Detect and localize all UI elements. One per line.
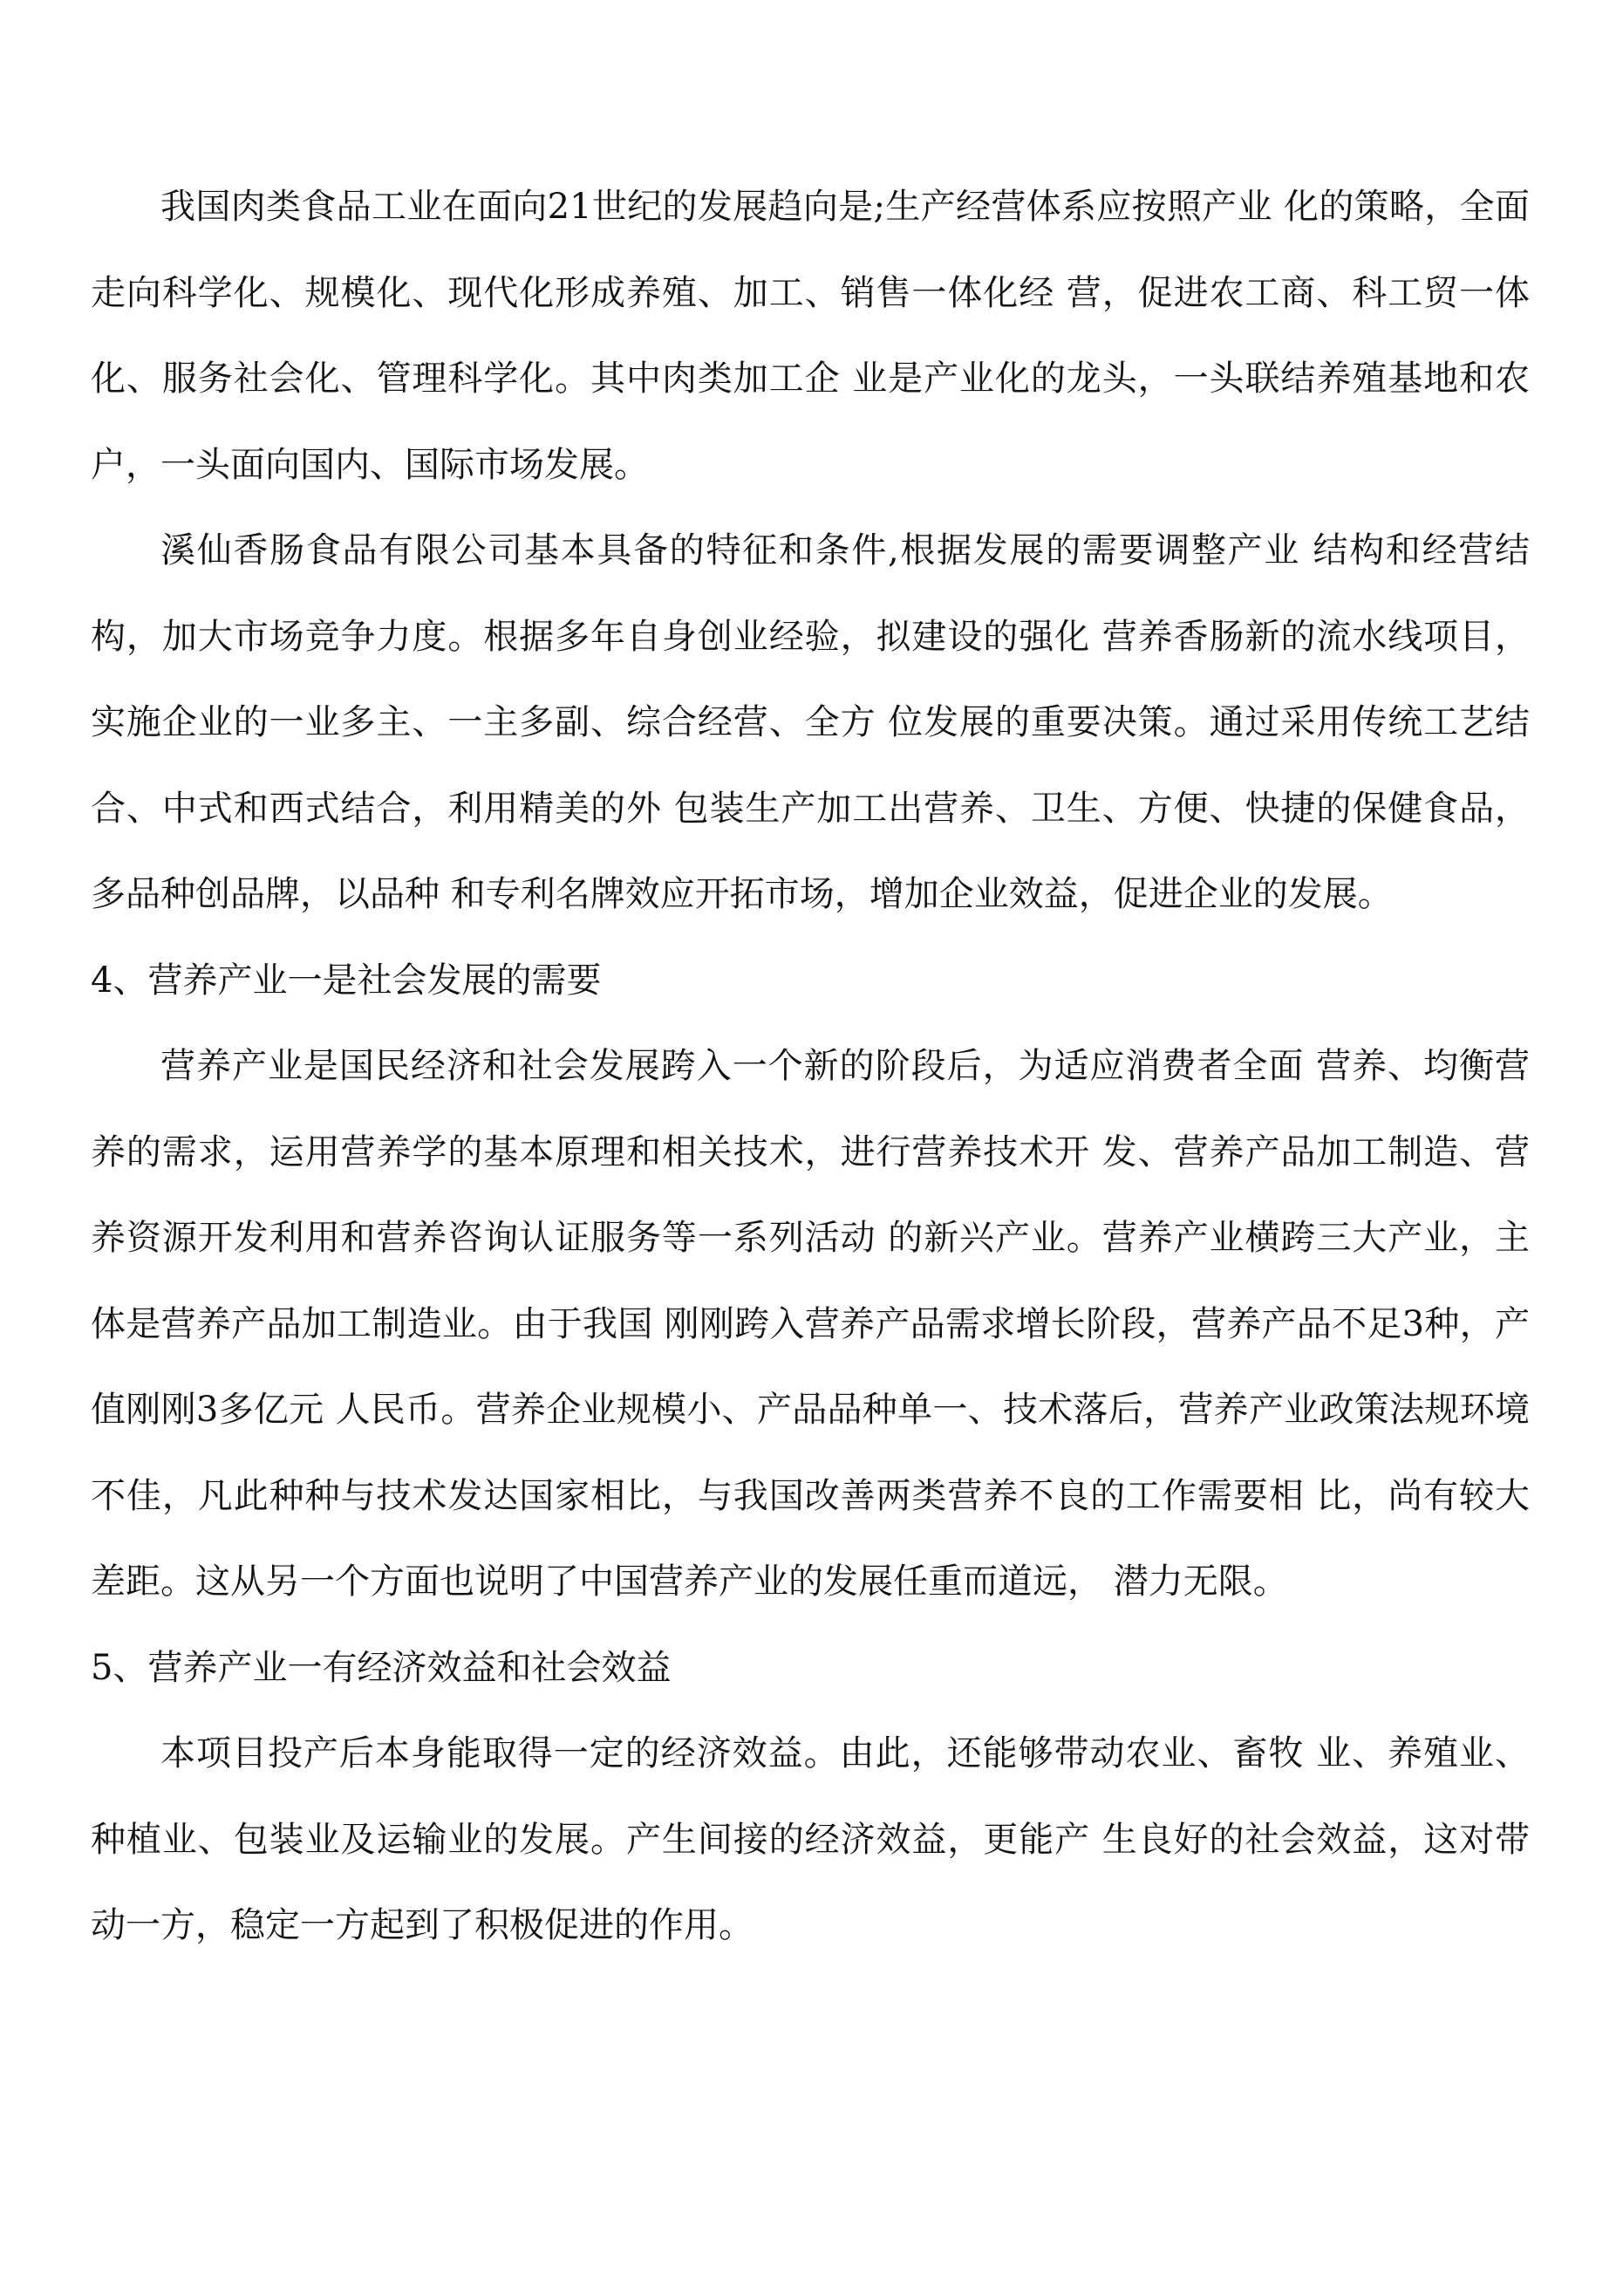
paragraph-benefits: 本项目投产后本身能取得一定的经济效益。由此，还能够带动农业、畜牧 业、养殖业、种植业、包装业及运输业的发展。产生间接的经济效益，更能产 生良好的社会效益，这对带动一方，稳定一方起到了积极促进的作用。 [91,1733,1530,1945]
document-body [91,164,1530,1969]
paragraph-nutrition-industry: 营养产业是国民经济和社会发展跨入一个新的阶段后，为适应消费者全面 营养、均衡营养的需求，运用营养学的基本原理和相关技术，进行营养技术开 发、营养产品加工制造、营养资源开发利用和营养咨询认证服务等一系列活动 的新兴产业。营养产业横跨三大产业，主体是营养产品加工制造业。由于我国 刚刚跨入营养产品需求增长阶段，营养产品不足3种，产值刚刚3多亿元 人民币。营养企业规模小、产品品种单一、技术落后，营养产业政策法规环境 不佳，凡此种种与技术发达国家相比，与我国改善两类营养不良的工作需要相 比，尚有较大差距。这从另一个方面也说明了中国营养产业的发展任重而道远， 潜力无限。 [91,1046,1530,1602]
section-heading-4: 4、营养产业一是社会发展的需要 [91,960,602,1001]
paragraph-meat-industry-trend: 我国肉类食品工业在面向21世纪的发展趋向是;生产经营体系应按照产业 化的策略，全面走向科学化、规模化、现代化形成养殖、加工、销售一体化经 营，促进农工商、科工贸一体化、服务社会化、管理科学化。其中肉类加工企 业是产业化的龙头，一头联结养殖基地和农户，一头面向国内、国际市场发展。 [91,187,1530,485]
section-heading-5: 5、营养产业一有经济效益和社会效益 [91,1647,672,1688]
paragraph-company-strategy: 溪仙香肠食品有限公司基本具备的特征和条件,根据发展的需要调整产业 结构和经营结构，加大市场竞争力度。根据多年自身创业经验，拟建设的强化 营养香肠新的流水线项目，实施企业的一业多主、一主多副、综合经营、全方 位发展的重要决策。通过采用传统工艺结合、中式和西式结合，利用精美的外 包装生产加工出营养、卫生、方便、快捷的保健食品，多品种创品牌，以品种 和专利名牌效应开拓市场，增加企业效益，促进企业的发展。 [91,530,1530,914]
